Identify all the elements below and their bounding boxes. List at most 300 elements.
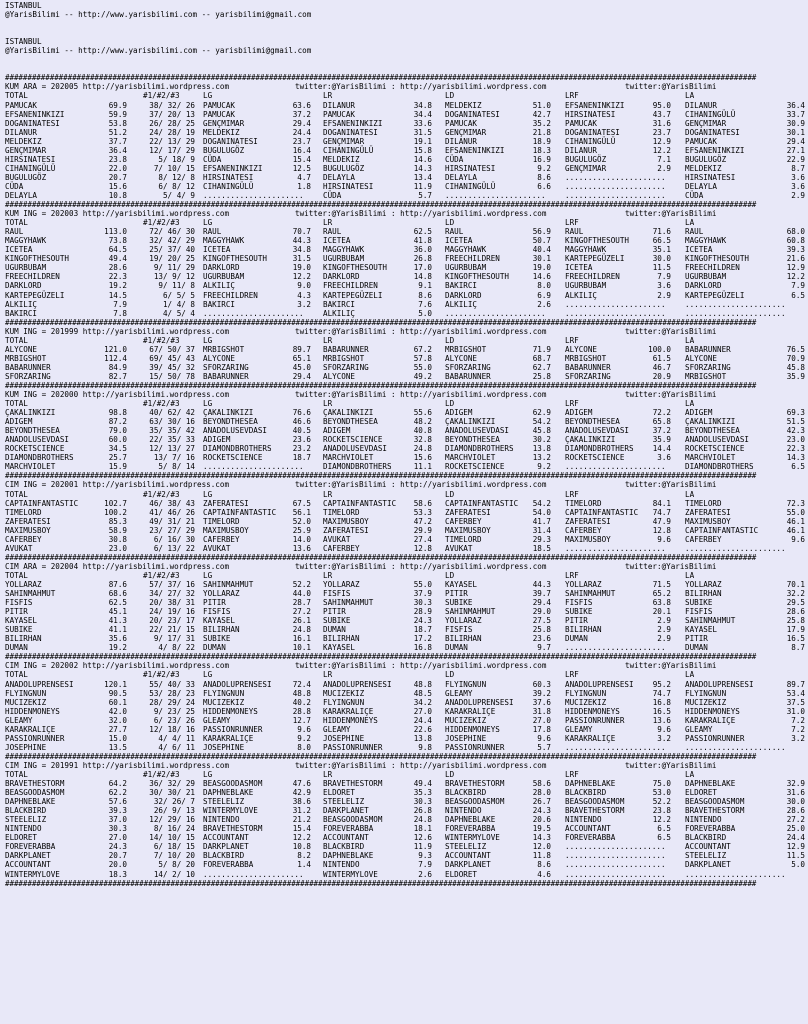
lg-score: 31.2 <box>292 806 311 816</box>
blank-line <box>5 28 808 37</box>
horse-name: PITIR <box>5 607 28 617</box>
lg-score: 28.8 <box>292 706 311 716</box>
lr-score: 62.5 <box>413 227 432 237</box>
lg-score: 72.4 <box>292 679 311 689</box>
lg-score: 45.0 <box>292 362 311 372</box>
lrf-horse: PITIR <box>565 616 588 626</box>
lg-horse: ROCKETSCIENCE <box>203 453 263 463</box>
total-score: 57.6 <box>108 797 127 807</box>
total-score: 15.6 <box>108 181 127 191</box>
lrf-horse: ...................... <box>565 842 666 852</box>
lr-score: 16.8 <box>413 643 432 653</box>
ld-horse: FLYINGNUN <box>445 679 487 689</box>
lrf-horse: MAGGYHAWK <box>565 245 607 255</box>
lg-horse: EFSANENINKIZI <box>203 163 263 173</box>
ld-score: 13.2 <box>532 453 551 463</box>
lr-horse: ADIGEM <box>323 426 351 436</box>
lg-score: 18.7 <box>292 453 311 463</box>
lr-horse: FISFIS <box>323 589 351 599</box>
lrf-horse: ...................... <box>565 181 666 191</box>
lrf-horse: BILIRHAN <box>565 625 602 635</box>
lg-score: 14.0 <box>292 534 311 544</box>
lrf-horse: FISFIS <box>565 598 593 608</box>
la-score: 37.5 <box>786 697 805 707</box>
total-score: 36.4 <box>108 145 127 155</box>
blank-line <box>5 64 808 73</box>
lg-horse: TIMELORD <box>203 516 240 526</box>
col-lg: LG <box>203 670 213 680</box>
horse-name: BRAVETHESTORM <box>5 779 65 789</box>
la-horse: MRBIGSHOT <box>685 371 727 381</box>
placings: 39/ 45/ 32 <box>149 362 195 372</box>
lr-horse: WINTERMYLOVE <box>323 869 378 879</box>
lrf-score: 9.6 <box>657 724 671 734</box>
la-horse: ...................... <box>685 299 786 309</box>
ld-horse: MUCIZEKIZ <box>445 715 487 725</box>
blank-line <box>5 55 808 64</box>
lg-horse: CÜDA <box>203 154 222 164</box>
lr-horse: FOREVERABBA <box>323 824 374 834</box>
la-horse: BRAVETHESTORM <box>685 806 745 816</box>
total-score: 64.5 <box>108 245 127 255</box>
la-horse: BEYONDTHESEA <box>685 426 740 436</box>
lg-horse: ZAFERATESI <box>203 498 249 508</box>
section-twitter: twitter:@YarisBilimi <box>625 480 717 490</box>
ld-horse: TIMELORD <box>445 534 482 544</box>
total-score: 120.1 <box>104 679 127 689</box>
horse-name: KARTEPEGÜZELI <box>5 290 65 300</box>
table-row <box>5 860 808 869</box>
lg-score: 46.6 <box>292 417 311 427</box>
ld-score: 50.7 <box>532 236 551 246</box>
ld-score: 4.6 <box>537 869 551 879</box>
lrf-horse: ...................... <box>565 643 666 653</box>
lrf-horse: ACCOUNTANT <box>565 824 611 834</box>
lg-horse: CAPTAINFANTASTIC <box>203 507 277 517</box>
horse-name: BILIRHAN <box>5 634 42 644</box>
horse-name: FLYINGNUN <box>5 688 47 698</box>
section-twitter-link: twitter:@YarisBilimi : http://yarisbilimi.wordpress.com <box>295 326 547 336</box>
ld-horse: FOREVERABBA <box>445 824 496 834</box>
lr-horse: AVUKAT <box>323 534 351 544</box>
lg-horse: DARKPLANET <box>203 842 249 852</box>
lg-horse: FISFIS <box>203 607 231 617</box>
ld-horse: WINTERMYLOVE <box>445 833 500 843</box>
section-title-line <box>5 209 808 218</box>
ld-score: 18.3 <box>532 145 551 155</box>
placings: 26/ 9/ 13 <box>153 806 195 816</box>
lrf-score: 66.5 <box>652 236 671 246</box>
la-score: 7.2 <box>791 724 805 734</box>
lr-score: 55.0 <box>413 362 432 372</box>
ld-horse: JOSEPHINE <box>445 733 487 743</box>
la-score: 60.8 <box>786 236 805 246</box>
col-lrf: LRF <box>565 489 579 499</box>
la-horse: FLYINGNUN <box>685 688 727 698</box>
section-title-line <box>5 480 808 489</box>
lg-score: 23.2 <box>292 444 311 454</box>
la-horse: MARCHVIOLET <box>685 453 736 463</box>
la-horse: ÇAKALINKIZI <box>685 417 736 427</box>
placings: 20/ 23/ 17 <box>149 616 195 626</box>
lg-score: 15.4 <box>292 154 311 164</box>
lrf-score: 2.9 <box>657 290 671 300</box>
ld-score: 26.7 <box>532 797 551 807</box>
table-row <box>5 173 808 182</box>
lr-horse: ICETEA <box>323 236 351 246</box>
lg-horse: ...................... <box>203 869 304 879</box>
lg-score: 12.2 <box>292 272 311 282</box>
col-la: LA <box>685 670 695 680</box>
total-score: 27.0 <box>108 833 127 843</box>
lr-horse: MARCHVIOLET <box>323 453 374 463</box>
ld-horse: YOLLARAZ <box>445 616 482 626</box>
total-score: 62.5 <box>108 598 127 608</box>
col-places: #1/#2/#3 <box>143 91 180 101</box>
la-score: 28.6 <box>786 806 805 816</box>
lr-horse: EFSANENINKIZI <box>323 118 383 128</box>
lg-score: 76.6 <box>292 408 311 418</box>
la-horse: MUCIZEKIZ <box>685 697 727 707</box>
lg-score: 44.0 <box>292 589 311 599</box>
lr-horse: CAFERBEY <box>323 543 360 553</box>
la-horse: TIMELORD <box>685 498 722 508</box>
lr-horse: MAGGYHAWK <box>323 245 365 255</box>
ld-score: 20.6 <box>532 815 551 825</box>
lr-horse: KAYASEL <box>323 643 356 653</box>
col-la: LA <box>685 91 695 101</box>
lrf-score: 3.6 <box>657 453 671 463</box>
lg-score: 12.5 <box>292 163 311 173</box>
ld-horse: FISFIS <box>445 625 473 635</box>
lr-score: 34.2 <box>413 697 432 707</box>
la-score: 25.8 <box>786 616 805 626</box>
section-separator <box>5 652 805 661</box>
lg-horse: ANADOLUPRENSESI <box>203 679 272 689</box>
section-twitter: twitter:@YarisBilimi <box>625 760 717 770</box>
lr-horse: RAUL <box>323 227 342 237</box>
lg-score: 37.2 <box>292 109 311 119</box>
col-total: TOTAL <box>5 399 28 409</box>
total-score: 20.7 <box>108 851 127 861</box>
lrf-horse: EFSANENINKIZI <box>565 100 625 110</box>
placings: 28/ 29/ 24 <box>149 697 195 707</box>
lg-score: 52.2 <box>292 580 311 589</box>
la-horse: BUGULUGÖZ <box>685 154 727 164</box>
section-title: CIM ING = 201991 http://yarisbilimi.wordpress.com <box>5 760 230 770</box>
lr-horse: CIHANINGÜLÜ <box>323 145 374 155</box>
col-places: #1/#2/#3 <box>143 399 180 409</box>
lrf-score: 71.5 <box>652 580 671 589</box>
la-horse: DARKPLANET <box>685 860 731 870</box>
horse-name: NINTENDO <box>5 824 42 834</box>
lg-horse: BILIRHAN <box>203 625 240 635</box>
lr-score: 32.8 <box>413 435 432 445</box>
table-row <box>5 680 808 689</box>
lg-horse: UGURBUBAM <box>203 272 245 282</box>
lr-score: 15.8 <box>413 145 432 155</box>
la-score: 29.4 <box>786 136 805 146</box>
horse-name: ANADOLUPRENSESI <box>5 679 74 689</box>
la-score: 3.6 <box>791 172 805 182</box>
la-score: 27.1 <box>786 145 805 155</box>
ld-horse: SFORZARING <box>445 362 491 372</box>
ld-score: 13.8 <box>532 444 551 454</box>
table-row <box>5 499 808 508</box>
placings: 19/ 20/ 25 <box>149 254 195 264</box>
total-score: 20.7 <box>108 172 127 182</box>
lg-score: 52.0 <box>292 516 311 526</box>
horse-name: FREECHILDREN <box>5 272 60 282</box>
ld-score: 27.5 <box>532 616 551 626</box>
lrf-horse: FLYINGNUN <box>565 688 607 698</box>
placings: 41/ 46/ 26 <box>149 507 195 517</box>
ld-horse: NINTENDO <box>445 806 482 816</box>
la-score: 6.5 <box>791 290 805 300</box>
placings: 5/ 8/ 14 <box>158 462 195 472</box>
column-header-line <box>5 490 808 499</box>
lr-horse: GLEAMY <box>323 724 351 734</box>
lr-horse: BEYONDTHESEA <box>323 417 378 427</box>
ld-horse: BEYONDTHESEA <box>445 435 500 445</box>
lg-score: 34.8 <box>292 245 311 255</box>
ld-score: 56.9 <box>532 227 551 237</box>
column-header-line <box>5 571 808 580</box>
lrf-horse: BUGULUGÖZ <box>565 154 607 164</box>
col-ld: LD <box>445 399 455 409</box>
lg-horse: GENÇMIMAR <box>203 118 245 128</box>
section-title-line <box>5 562 808 571</box>
placings: 12/ 18/ 16 <box>149 724 195 734</box>
lr-score: 19.1 <box>413 136 432 146</box>
ld-score: 44.3 <box>532 580 551 589</box>
table-row <box>5 815 808 824</box>
lrf-horse: KARTEPEGÜZELI <box>565 254 625 264</box>
ld-horse: ICETEA <box>445 236 473 246</box>
lg-score: 25.9 <box>292 525 311 535</box>
la-horse: BILIRHAN <box>685 589 722 599</box>
la-score: 12.9 <box>786 263 805 273</box>
placings: 72/ 46/ 30 <box>149 227 195 237</box>
lrf-horse: BEYONDTHESEA <box>565 417 620 427</box>
lr-horse: BABARUNNER <box>323 344 369 354</box>
placings: 30/ 30/ 21 <box>149 788 195 798</box>
lrf-score: 30.0 <box>652 254 671 264</box>
total-score: 18.3 <box>108 869 127 879</box>
total-score: 51.2 <box>108 127 127 137</box>
ld-horse: DIAMONDBROTHERS <box>445 444 514 454</box>
lg-score: 3.2 <box>297 299 311 309</box>
lrf-horse: SAHINMAHMUT <box>565 589 616 599</box>
table-row <box>5 598 808 607</box>
table-row <box>5 743 808 752</box>
col-lrf: LRF <box>565 670 579 680</box>
ld-score: 8.0 <box>537 281 551 291</box>
total-score: 23.8 <box>108 154 127 164</box>
lr-horse: PASSIONRUNNER <box>323 742 383 752</box>
horse-name: CAFERBEY <box>5 534 42 544</box>
col-places: #1/#2/#3 <box>143 769 180 779</box>
lr-horse: BRAVETHESTORM <box>323 779 383 789</box>
lg-horse: YOLLARAZ <box>203 589 240 599</box>
placings: 14/ 10/ 15 <box>149 833 195 843</box>
table-row <box>5 435 808 444</box>
placings: 4/ 6/ 11 <box>158 742 195 752</box>
ld-score: 41.7 <box>532 516 551 526</box>
ld-score: 29.0 <box>532 607 551 617</box>
lg-score: 23.7 <box>292 136 311 146</box>
total-score: 22.3 <box>108 272 127 282</box>
col-lg: LG <box>203 335 213 345</box>
horse-name: MRBIGSHOT <box>5 353 47 363</box>
lg-horse: BEYONDTHESEA <box>203 417 258 427</box>
lg-horse: DOGANINATESI <box>203 136 258 146</box>
ld-horse: MRBIGSHOT <box>445 344 487 354</box>
col-la: LA <box>685 489 695 499</box>
table-row <box>5 272 808 281</box>
la-score: 7.9 <box>791 281 805 291</box>
table-row <box>5 444 808 453</box>
horse-name: PASSIONRUNNER <box>5 733 65 743</box>
la-horse: CIHANINGÜLÜ <box>685 109 736 119</box>
placings: 6/ 23/ 26 <box>153 715 195 725</box>
lg-horse: ACCOUNTANT <box>203 833 249 843</box>
lg-score: 70.7 <box>292 227 311 237</box>
lg-horse: SAHINMAHMUT <box>203 580 254 589</box>
lrf-score: 3.2 <box>657 733 671 743</box>
la-score: 51.5 <box>786 417 805 427</box>
lr-horse: DIAMONDBROTHERS <box>323 462 392 472</box>
lrf-horse: PAMUCAK <box>565 118 598 128</box>
total-score: 37.7 <box>108 136 127 146</box>
placings: 32/ 26/ 7 <box>153 797 195 807</box>
la-horse: ...................... <box>685 742 786 752</box>
lr-score: 48.2 <box>413 417 432 427</box>
col-lrf: LRF <box>565 218 579 228</box>
table-row <box>5 689 808 698</box>
table-row <box>5 182 808 191</box>
la-horse: FOREVERABBA <box>685 824 736 834</box>
la-score: 76.5 <box>786 344 805 354</box>
horse-name: ZAFERATESI <box>5 516 51 526</box>
lrf-score: 95.2 <box>652 679 671 689</box>
placings: 26/ 28/ 25 <box>149 118 195 128</box>
lrf-horse: UGURBUBAM <box>565 281 607 291</box>
la-score: 17.9 <box>786 625 805 635</box>
section-title: CIM ING = 202002 http://yarisbilimi.wordpress.com <box>5 661 230 671</box>
section-twitter: twitter:@YarisBilimi <box>625 561 717 571</box>
total-score: 87.6 <box>108 580 127 589</box>
ld-score: 28.0 <box>532 788 551 798</box>
section-title: KUM ING = 202003 http://yarisbilimi.wordpress.com <box>5 209 230 219</box>
total-score: 19.2 <box>108 643 127 653</box>
total-score: 45.1 <box>108 607 127 617</box>
horse-name: DUMAN <box>5 643 28 653</box>
la-score: 68.0 <box>786 227 805 237</box>
lr-score: 55.0 <box>413 580 432 589</box>
lrf-score: 2.9 <box>657 163 671 173</box>
ld-score: 29.3 <box>532 534 551 544</box>
ld-horse: GENÇMIMAR <box>445 127 487 137</box>
horse-name: ADIGEM <box>5 417 33 427</box>
lr-score: 14.6 <box>413 154 432 164</box>
ld-horse: SAHINMAHMUT <box>445 607 496 617</box>
placings: 1/ 4/ 8 <box>162 299 195 309</box>
lg-score: 29.4 <box>292 118 311 128</box>
lg-horse: HIRSINATESI <box>203 172 254 182</box>
lr-score: 24.3 <box>413 616 432 626</box>
table-row <box>5 191 808 200</box>
ld-horse: AVUKAT <box>445 543 473 553</box>
total-score: 60.0 <box>108 435 127 445</box>
ld-horse: DARKPLANET <box>445 860 491 870</box>
lrf-score: 12.2 <box>652 145 671 155</box>
lrf-horse: ...................... <box>565 860 666 870</box>
horse-name: ALYCONE <box>5 344 38 354</box>
total-score: 82.7 <box>108 371 127 381</box>
lg-score: 38.6 <box>292 797 311 807</box>
lg-horse: CAFERBEY <box>203 534 240 544</box>
horse-name: SAHINMAHMUT <box>5 589 56 599</box>
lg-horse: KARAKRALIÇE <box>203 733 254 743</box>
la-horse: GLEAMY <box>685 724 713 734</box>
lrf-score: 3.6 <box>657 281 671 291</box>
ld-score: 54.2 <box>532 417 551 427</box>
la-horse: BEASGOODASMOM <box>685 797 745 807</box>
section-separator <box>5 752 805 761</box>
col-ld: LD <box>445 335 455 345</box>
horse-name: ICETEA <box>5 245 33 255</box>
horse-name: CÜDA <box>5 181 24 191</box>
col-lr: LR <box>323 91 333 101</box>
lrf-horse: KINGOFTHESOUTH <box>565 236 630 246</box>
lr-horse: ACCOUNTANT <box>323 833 369 843</box>
lrf-horse: DIAMONDBROTHERS <box>565 444 634 454</box>
lrf-horse: DILANUR <box>565 145 598 155</box>
table-row <box>5 462 808 471</box>
lrf-horse: ...................... <box>565 462 666 472</box>
ld-score: 18.5 <box>532 543 551 553</box>
lrf-horse: FREECHILDREN <box>565 272 620 282</box>
placings: 4/ 8/ 22 <box>158 643 195 653</box>
table-row <box>5 806 808 815</box>
lrf-score: 71.6 <box>652 227 671 237</box>
lg-score: 21.2 <box>292 815 311 825</box>
lrf-horse: ZAFERATESI <box>565 516 611 526</box>
la-score: 28.6 <box>786 607 805 617</box>
total-score: 62.2 <box>108 788 127 798</box>
la-horse: PASSIONRUNNER <box>685 733 745 743</box>
column-header-line <box>5 91 808 100</box>
lrf-score: 63.8 <box>652 598 671 608</box>
horse-name: BEASGOODASMOM <box>5 788 65 798</box>
table-row <box>5 698 808 707</box>
la-horse: BABARUNNER <box>685 344 731 354</box>
lr-horse: SUBIKE <box>323 616 351 626</box>
lr-horse: ANADOLUSEVDASI <box>323 444 388 454</box>
lg-horse: BRAVETHESTORM <box>203 824 263 834</box>
lrf-score: 16.8 <box>652 697 671 707</box>
ld-score: 23.6 <box>532 634 551 644</box>
lg-horse: ALKILIÇ <box>203 281 236 291</box>
ld-score: 11.8 <box>532 851 551 861</box>
placings: 9/ 11/ 29 <box>153 263 195 273</box>
lrf-score: 12.2 <box>652 815 671 825</box>
lrf-score: 52.2 <box>652 797 671 807</box>
lrf-score: 6.5 <box>657 833 671 843</box>
lrf-score: 46.7 <box>652 362 671 372</box>
lr-score: 24.4 <box>413 715 432 725</box>
